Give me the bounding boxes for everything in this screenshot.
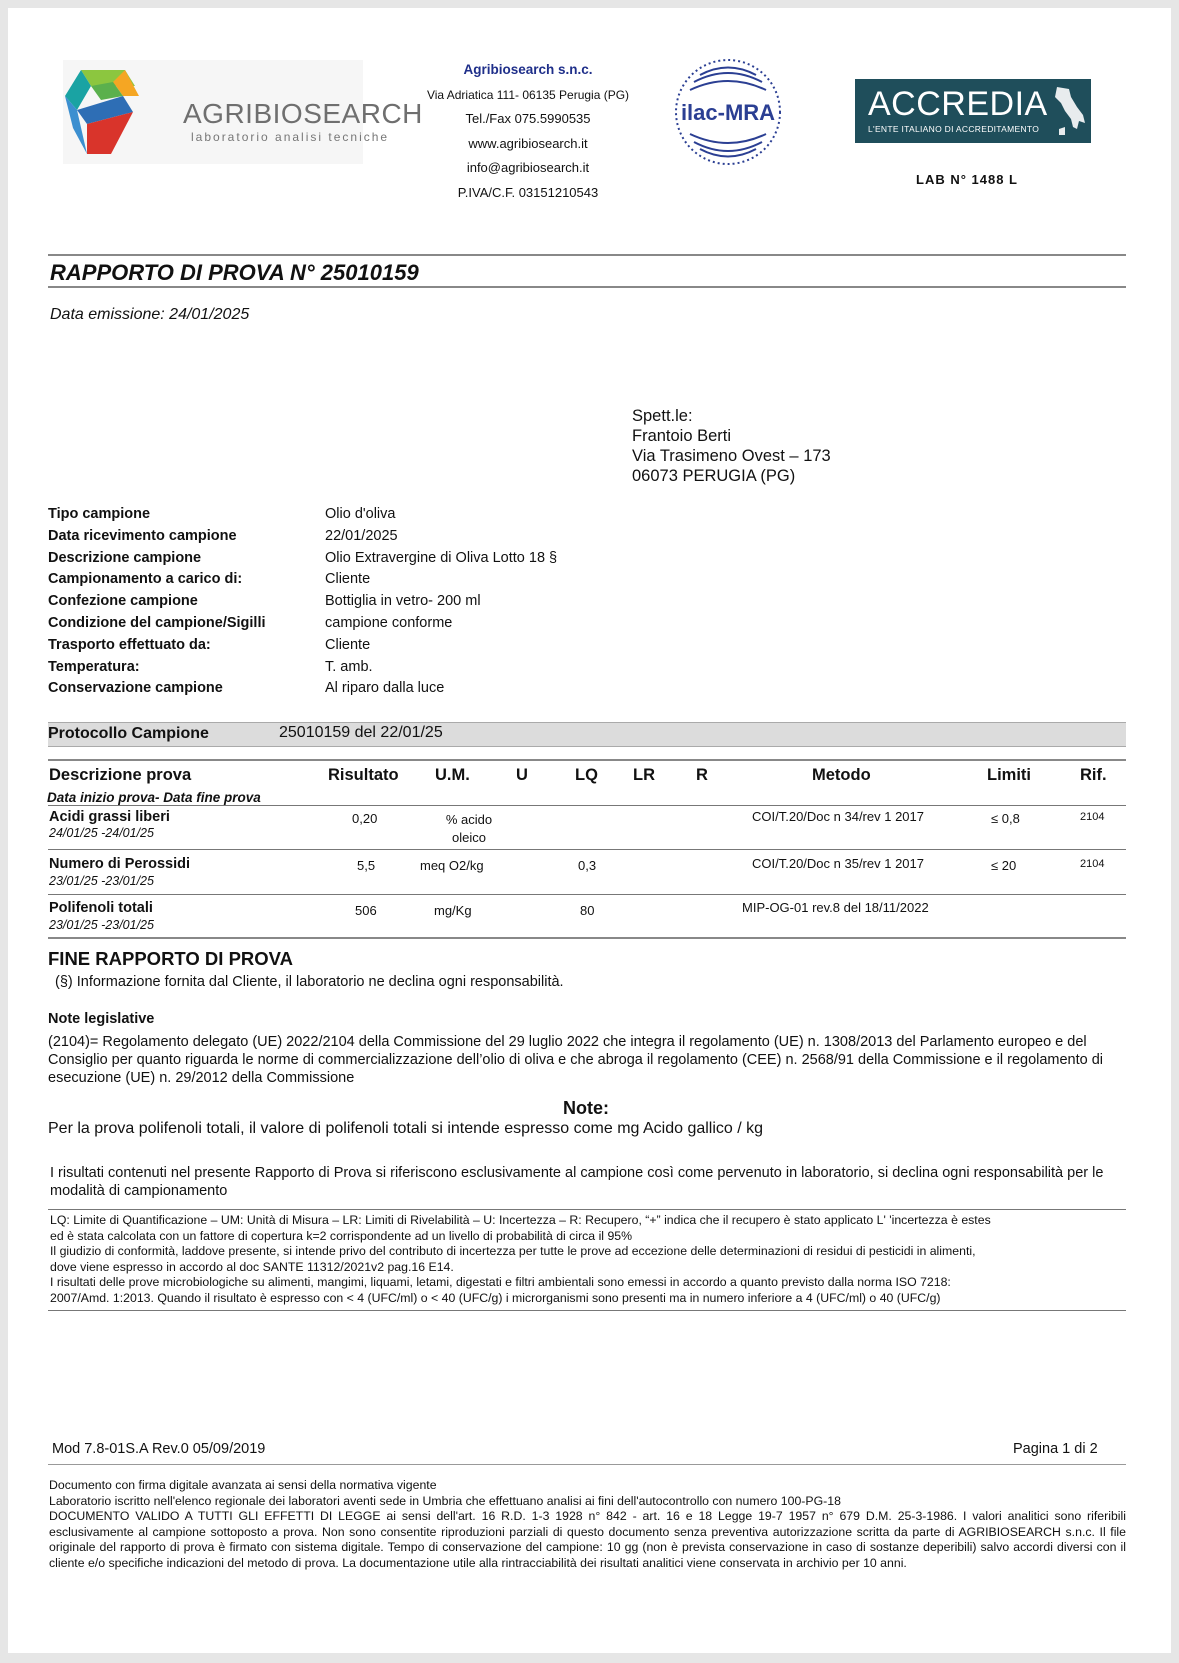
cell-method: COI/T.20/Doc n 35/rev 1 2017 <box>752 856 924 871</box>
info-value: Cliente <box>325 636 371 653</box>
lab-email: info@agribiosearch.it <box>466 160 590 176</box>
protocol-value: 25010159 del 22/01/25 <box>279 724 443 741</box>
fine-print-line: ed è stata calcolata con un fattore di copertura k=2 corrispondente ad un livello di probabilità di circa il 95% <box>50 1228 633 1243</box>
row-border <box>48 894 1126 895</box>
lab-vat: P.IVA/C.F. 03151210543 <box>457 184 599 200</box>
table-header-border <box>48 805 1126 806</box>
legislative-title: Note legislative <box>48 1011 155 1027</box>
lab-contact-block <box>408 58 648 206</box>
cell-um <box>441 811 497 847</box>
ilac-text: ilac-MRA <box>680 100 776 125</box>
info-value: Olio Extravergine di Oliva Lotto 18 § <box>325 549 558 566</box>
fine-print-line: 2007/Amd. 1:2013. Quando il risultato è espresso con < 4 (UFC/ml) o < 40 (UFC/g) i microrganismi sono presenti ma in numero inferiore a 4 (UFC/ml) o 40 (UFC/g) <box>50 1290 941 1305</box>
lab-number: LAB N° 1488 L <box>916 172 1019 187</box>
client-info-note: (§) Informazione fornita dal Cliente, il laboratorio ne declina ogni responsabilità. <box>55 974 564 990</box>
col-header-um: U.M. <box>435 766 470 784</box>
logo-mark-icon <box>63 66 143 158</box>
info-label: Conservazione campione <box>48 680 223 697</box>
cell-method: MIP-OG-01 rev.8 del 18/11/2022 <box>742 900 929 915</box>
info-label: Temperatura: <box>48 658 140 675</box>
divider <box>48 254 1126 256</box>
cell-um-line: % acido <box>445 812 493 827</box>
cell-ref: 2104 <box>1080 858 1105 870</box>
lab-address: Via Adriatica 111- 06135 Perugia (PG) <box>426 87 630 102</box>
company-logo <box>63 60 423 164</box>
accredia-logo <box>855 79 1091 143</box>
cell-test: Acidi grassi liberi <box>49 809 170 825</box>
col-header-lq: LQ <box>575 766 598 784</box>
divider <box>48 1310 1126 1311</box>
page-number: Pagina 1 di 2 <box>1013 1441 1098 1457</box>
col-header-description: Descrizione prova <box>49 766 192 784</box>
module-code: Mod 7.8-01S.A Rev.0 05/09/2019 <box>52 1441 266 1457</box>
legal-footer <box>49 1478 1126 1572</box>
cell-limit: ≤ 20 <box>991 858 1017 873</box>
info-label: Campionamento a carico di: <box>48 571 243 588</box>
accredia-subtitle: L'ENTE ITALIANO DI ACCREDITAMENTO <box>868 124 1040 134</box>
info-value: campione conforme <box>325 614 453 631</box>
addressee-city: 06073 PERUGIA (PG) <box>632 467 796 485</box>
info-value: Bottiglia in vetro- 200 ml <box>325 593 481 610</box>
info-label: Condizione del campione/Sigilli <box>48 614 266 631</box>
info-value: Al riparo dalla luce <box>325 680 445 697</box>
fine-print <box>50 1213 1125 1306</box>
addressee-salutation: Spett.le: <box>632 407 693 425</box>
cell-dates: 23/01/25 -23/01/25 <box>49 874 154 888</box>
lab-phone: Tel./Fax 075.5990535 <box>465 111 591 127</box>
cell-limit: ≤ 0,8 <box>991 811 1020 826</box>
fine-print-line: Il giudizio di conformità, laddove presente, si intende privo del contributo di incertezza per tutte le prove ad eccezione delle determinazioni di residui di pesticidi in alimenti, <box>50 1244 976 1258</box>
cell-test: Numero di Perossidi <box>49 856 191 872</box>
info-value: 22/01/2025 <box>325 527 398 544</box>
divider <box>48 286 1126 288</box>
info-label: Data ricevimento campione <box>48 527 237 544</box>
logo-wordmark: AGRIBIOSEARCH <box>183 98 423 129</box>
col-header-limits: Limiti <box>987 766 1031 784</box>
col-header-lr: LR <box>633 766 655 784</box>
italy-map-icon <box>1051 85 1087 139</box>
table-top-border <box>48 759 1126 761</box>
info-value: Olio d'oliva <box>325 506 396 522</box>
fine-print-line: dove viene espresso in accordo al doc SANTE 11312/2021v2 pag.16 E14. <box>50 1259 454 1274</box>
cell-um: mg/Kg <box>434 903 472 918</box>
lab-website: www.agribiosearch.it <box>468 135 588 151</box>
cell-result: 0,20 <box>352 811 378 826</box>
protocol-label: Protocollo Campione <box>48 725 209 742</box>
addressee-name: Frantoio Berti <box>632 427 732 445</box>
info-value: T. amb. <box>325 658 373 675</box>
cell-um-line: oleico <box>452 830 486 845</box>
end-of-report-title: FINE RAPPORTO DI PROVA <box>48 948 293 969</box>
fine-print-line: LQ: Limite di Quantificazione – UM: Unità di Misura – LR: Limiti di Rivelabilità – U: Incertezza – R: Recupero, “+” indica che il recupero è stato applicato L' 'incertezza è estes <box>50 1213 991 1227</box>
row-border <box>48 849 1126 850</box>
note-text: Per la prova polifenoli totali, il valore di polifenoli totali si intende espresso come mg Acido gallico / kg <box>48 1120 764 1137</box>
cell-result: 506 <box>355 903 377 918</box>
info-label: Confezione campione <box>48 593 198 610</box>
addressee-block <box>632 406 831 486</box>
cell-lq: 0,3 <box>578 858 597 873</box>
cell-dates: 23/01/25 -23/01/25 <box>49 918 154 932</box>
cell-test: Polifenoli totali <box>49 900 153 916</box>
info-value: Cliente <box>325 571 371 588</box>
accredia-title: ACCREDIA <box>868 85 1048 123</box>
col-header-u: U <box>516 766 528 784</box>
cell-um: meq O2/kg <box>420 858 484 873</box>
report-title: RAPPORTO DI PROVA N° 25010159 <box>50 260 419 285</box>
issue-date: Data emissione: 24/01/2025 <box>50 306 250 323</box>
cell-dates: 24/01/25 -24/01/25 <box>49 826 154 840</box>
table-bottom-border <box>48 937 1126 939</box>
cell-lq: 80 <box>580 903 595 918</box>
fine-print-line: I risultati delle prove microbiologiche su alimenti, mangimi, liquami, letami, digestati e filtri ambientali sono emessi in accordo a quanto previsto dalla norma ISO 7218: <box>50 1275 951 1289</box>
col-subheader-dates: Data inizio prova- Data fine prova <box>47 790 261 805</box>
ilac-mra-logo <box>668 50 788 174</box>
info-label: Tipo campione <box>48 506 151 522</box>
col-header-ref: Rif. <box>1080 766 1107 784</box>
addressee-street: Via Trasimeno Ovest – 173 <box>632 447 831 465</box>
note-title: Note: <box>563 1098 609 1118</box>
protocol-bar <box>48 722 1126 747</box>
info-label: Descrizione campione <box>48 549 202 566</box>
cell-method: COI/T.20/Doc n 34/rev 1 2017 <box>752 809 924 824</box>
cell-ref: 2104 <box>1080 811 1105 823</box>
lab-name: Agribiosearch s.n.c. <box>463 62 593 77</box>
footer-line: Laboratorio iscritto nell'elenco regionale dei laboratori aventi sede in Umbria che effettuano analisi ai fini dell'autocontrollo con numero 100-PG-18 <box>49 1493 841 1508</box>
logo-subtitle: laboratorio analisi tecniche <box>191 130 390 144</box>
divider <box>48 1464 1126 1465</box>
cell-result: 5,5 <box>357 858 376 873</box>
col-header-method: Metodo <box>812 766 871 784</box>
footer-line: Documento con firma digitale avanzata ai sensi della normativa vigente <box>49 1478 437 1492</box>
col-header-result: Risultato <box>328 766 399 784</box>
footer-line: DOCUMENTO VALIDO A TUTTI GLI EFFETTI DI LEGGE ai sensi dell'art. 16 R.D. 1-3 1928 n° 842 - art. 16 e 18 Legge 19-7 1957 n° 679 D.M. 25-3-1986. I valori analitici sono riferibili esclusivamente al campione sottoposto a prova. Non sono consentite riproduzioni parziali di questo documento senza preventiva autorizzazione scritta da parte di AGRIBIOSEARCH s.n.c. Il file originale del rapporto di prova è firmato con sistema digitale. Tempo di conservazione del campione: 10 gg (non è prevista conservazione in caso di sostanze deperibili) salvo accordi diversi con il cliente e/o specifiche indicazioni del metodo di prova. La documentazione utile alla rintracciabilità dei risultati analitici viene conservata in archivio per 10 anni. <box>49 1509 1126 1570</box>
report-page <box>8 8 1171 1653</box>
ilac-seal-icon <box>668 50 788 174</box>
legislative-text: (2104)= Regolamento delegato (UE) 2022/2104 della Commissione del 29 luglio 2022 che integra il regolamento (UE) n. 1308/2013 del Parlamento europeo e del Consiglio per quanto riguarda le norme di commercializzazione dell’olio di oliva e che abroga il regolamento (CEE) n. 2568/91 della Commissione e il regolamento di esecuzione (UE) n. 29/2012 della Commissione <box>48 1034 1104 1086</box>
info-label: Trasporto effettuato da: <box>48 636 211 653</box>
col-header-r: R <box>696 766 708 784</box>
divider <box>48 1209 1126 1210</box>
results-disclaimer: I risultati contenuti nel presente Rapporto di Prova si riferiscono esclusivamente al campione così come pervenuto in laboratorio, si declina ogni responsabilità per le modalità di campionamento <box>50 1165 1104 1199</box>
